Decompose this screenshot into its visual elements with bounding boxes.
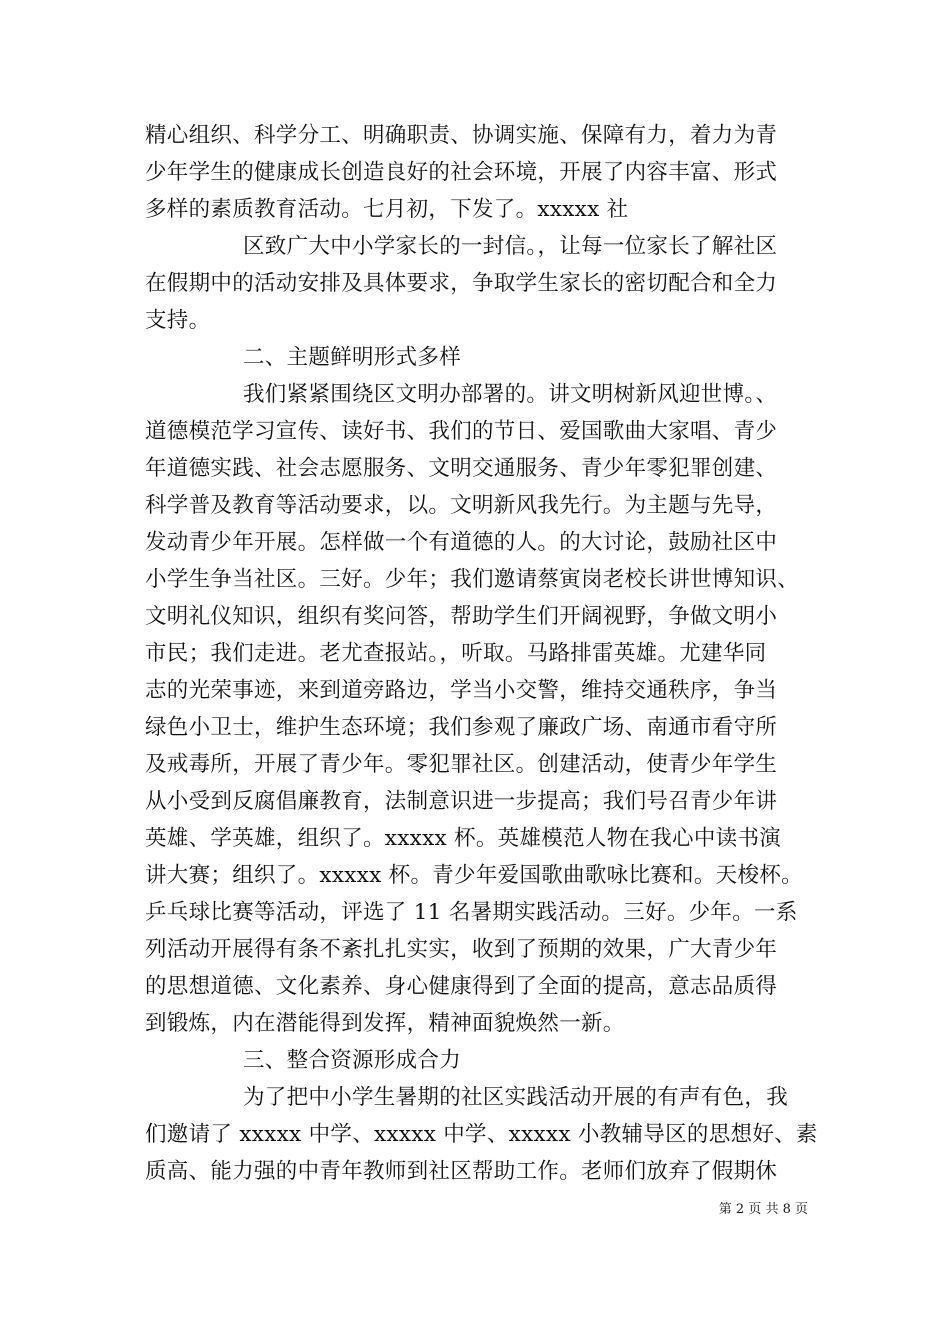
text-line: 的思想道德、文化素养、身心健康得到了全面的提高，意志品质得 (145, 974, 778, 999)
text-line: 市民；我们走进。老尤查报站。，听取。马路排雷英雄。尤建华同 (145, 641, 767, 666)
text-line: 多样的素质教育活动。七月初，下发了。xxxxx 社 (145, 197, 629, 222)
text-line: 列活动开展得有条不紊扎扎实实，收到了预期的效果，广大青少年 (145, 937, 778, 962)
text-line: 发动青少年开展。怎样做一个有道德的人。的大讨论，鼓励社区中 (145, 530, 778, 555)
text-line: 英雄、学英雄，组织了。xxxxx 杯。英雄模范人物在我心中读书演 (145, 826, 782, 851)
text-line: 乒乓球比赛等活动，评选了 11 名暑期实践活动。三好。少年。一系 (145, 900, 798, 925)
text-line: 志的光荣事迹，来到道旁路边，学当小交警，维持交通秩序，争当 (145, 678, 778, 703)
body-text (145, 117, 818, 1190)
text-line: 绿色小卫士，维护生态环境；我们参观了廉政广场、南通市看守所 (145, 715, 778, 740)
text-line: 我们紧紧围绕区文明办部署的。讲文明树新风迎世博。、 (243, 382, 778, 407)
text-line: 三、整合资源形成合力 (243, 1048, 462, 1073)
text-line: 年道德实践、社会志愿服务、文明交通服务、青少年零犯罪创建、 (145, 456, 778, 481)
text-line: 质高、能力强的中青年教师到社区帮助工作。老师们放弃了假期休 (145, 1159, 778, 1184)
text-line: 为了把中小学生暑期的社区实践活动开展的有声有色，我 (243, 1085, 789, 1110)
text-line: 二、主题鲜明形式多样 (243, 345, 462, 370)
text-line: 小学生争当社区。三好。少年；我们邀请蔡寅岗老校长讲世博知识、 (145, 567, 800, 592)
text-line: 从小受到反腐倡廉教育，法制意识进一步提高；我们号召青少年讲 (145, 789, 778, 814)
text-line: 区致广大中小学家长的一封信。，让每一位家长了解社区 (243, 234, 778, 259)
text-line: 讲大赛；组织了。xxxxx 杯。青少年爱国歌曲歌咏比赛和。天梭杯。 (145, 863, 803, 888)
text-line: 们邀请了 xxxxx 中学、xxxxx 中学、xxxxx 小教辅导区的思想好、素 (145, 1122, 818, 1147)
text-line: 支持。 (145, 308, 211, 333)
text-line: 文明礼仪知识，组织有奖问答，帮助学生们开阔视野，争做文明小 (145, 604, 778, 629)
text-line: 到锻炼，内在潜能得到发挥，精神面貌焕然一新。 (145, 1011, 625, 1036)
text-line: 精心组织、科学分工、明确职责、协调实施、保障有力，着力为青 (145, 123, 778, 148)
text-line: 及戒毒所，开展了青少年。零犯罪社区。创建活动，使青少年学生 (145, 752, 778, 777)
text-line: 道德模范学习宣传、读好书、我们的节日、爱国歌曲大家唱、青少 (145, 419, 778, 444)
text-line: 少年学生的健康成长创造良好的社会环境，开展了内容丰富、形式 (145, 160, 778, 185)
page-number-footer: 第 2 页 共 8 页 (718, 1202, 808, 1217)
text-line: 科学普及教育等活动要求，以。文明新风我先行。为主题与先导， (145, 493, 778, 518)
text-line: 在假期中的活动安排及具体要求，争取学生家长的密切配合和全力 (145, 271, 778, 296)
